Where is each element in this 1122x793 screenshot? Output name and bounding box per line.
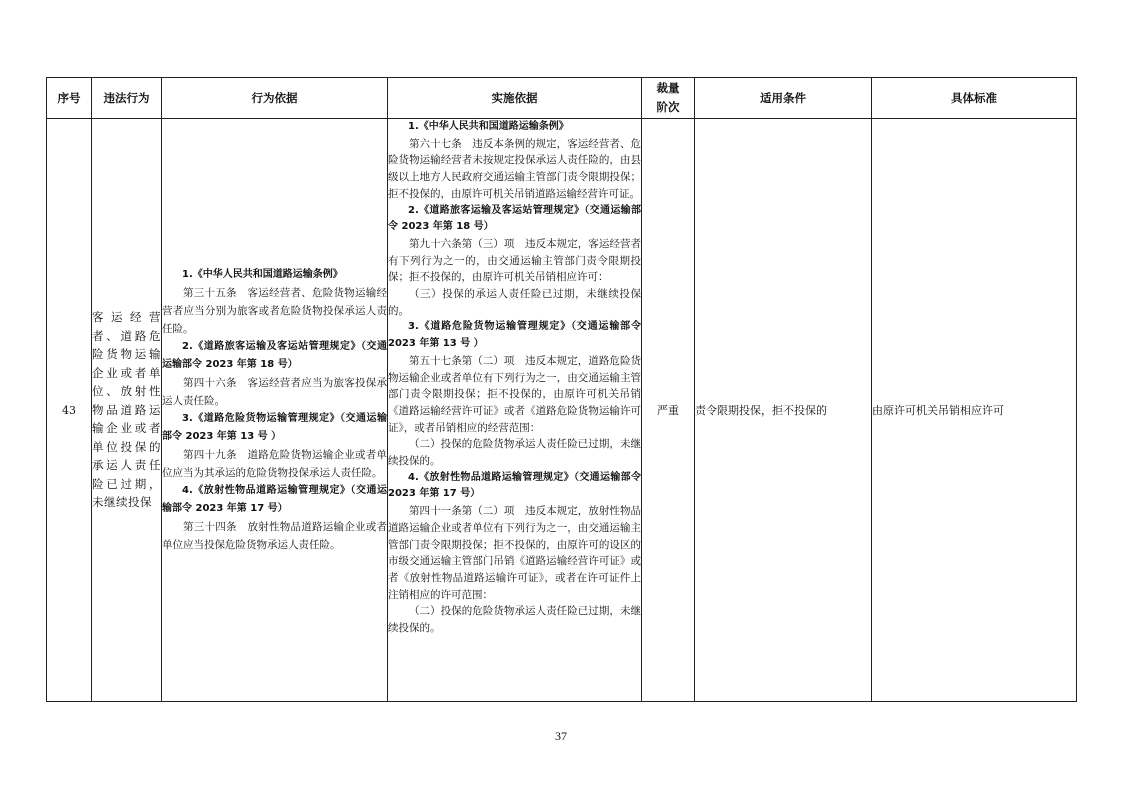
basis-article-1: 第三十五条 客运经营者、危险货物运输经营者应当分别为旅客或者危险货物投保承运人责任险。 xyxy=(162,287,387,335)
impl-article-2: 第九十六条第（三）项 违反本规定，客运经营者有下列行为之一的，由交通运输主管部门责令限期投保；拒不投保的，由原许可机关吊销相应许可： xyxy=(388,237,641,284)
header-level xyxy=(642,78,695,119)
cell-standard: 由原许可机关吊销相应许可 xyxy=(872,119,1077,702)
basis-article-3: 第四十九条 道路危险货物运输企业或者单位应当为其承运的危险货物投保承运人责任险。 xyxy=(162,449,387,479)
basis-article-2: 第四十六条 客运经营者应当为旅客投保承运人责任险。 xyxy=(162,377,387,407)
header-implementation: 实施依据 xyxy=(388,78,642,119)
cell-seq: 43 xyxy=(47,119,92,702)
basis-heading-3: 3.《道路危险货物运输管理规定》（交通运输部令 2023 年第 13 号 ） xyxy=(162,413,387,442)
cell-implementation xyxy=(388,119,642,702)
impl-item-4: （二）投保的危险货物承运人责任险已过期，未继续投保的。 xyxy=(388,605,641,635)
page-number: 37 xyxy=(555,729,567,743)
cell-condition: 责令限期投保，拒不投保的 xyxy=(695,119,872,702)
cell-violation: 客运经营者、道路危险货物运输企业或者单位、放射性物品道路运输企业或者单位投保的承运人责任险已过期，未继续投保 xyxy=(92,119,162,702)
impl-heading-3: 3.《道路危险货物运输管理规定》（交通运输部令 2023 年第 13 号 ） xyxy=(388,321,641,350)
cell-basis xyxy=(162,119,388,702)
basis-article-4: 第三十四条 放射性物品道路运输企业或者单位应当投保危险货物承运人责任险。 xyxy=(162,521,387,551)
header-level-text: 裁量阶次 xyxy=(656,81,680,114)
impl-article-3: 第五十七条第（二）项 违反本规定，道路危险货物运输企业或者单位有下列行为之一，由交通运输主管部门责令限期投保；拒不投保的，由原许可机关吊销《道路运输经营许可证》或者《道路危险货物运输许可证》，或者吊销相应的经营范围： xyxy=(388,354,641,434)
impl-heading-4: 4.《放射性物品道路运输管理规定》（交通运输部令 2023 年第 17 号） xyxy=(388,471,641,500)
impl-item-2: （三）投保的承运人责任险已过期，未继续投保的。 xyxy=(388,288,641,317)
cell-level: 严重 xyxy=(642,119,695,702)
header-seq: 序号 xyxy=(47,78,92,119)
impl-article-1: 第六十七条 违反本条例的规定，客运经营者、危险货物运输经营者未按规定投保承运人责任险的，由县级以上地方人民政府交通运输主管部门责令限期投保；拒不投保的，由原许可机关吊销道路运输经营许可证。 xyxy=(388,137,641,200)
header-basis: 行为依据 xyxy=(162,78,388,119)
basis-heading-1: 1.《中华人民共和国道路运输条例》 xyxy=(182,269,343,280)
header-standard: 具体标准 xyxy=(872,78,1077,119)
basis-heading-2: 2.《道路旅客运输及客运站管理规定》（交通运输部令 2023 年第 18 号） xyxy=(162,341,387,370)
header-row xyxy=(47,78,1077,119)
header-condition: 适用条件 xyxy=(695,78,872,119)
impl-heading-2: 2.《道路旅客运输及客运站管理规定》（交通运输部令 2023 年第 18 号） xyxy=(388,204,641,233)
discretion-table xyxy=(46,77,1077,702)
basis-heading-4: 4.《放射性物品道路运输管理规定》（交通运输部令 2023 年第 17 号） xyxy=(162,485,387,514)
impl-article-4: 第四十一条第（二）项 违反本规定，放射性物品道路运输企业或者单位有下列行为之一，由交通运输主管部门责令限期投保；拒不投保的，由原许可的设区的市级交通运输主管部门吊销《道路运输经营许可证》或者《放射性物品道路运输许可证》，或者在许可证件上注销相应的许可范围： xyxy=(388,505,641,601)
impl-heading-1: 1.《中华人民共和国道路运输条例》 xyxy=(408,121,569,132)
header-violation: 违法行为 xyxy=(92,78,162,119)
impl-item-3: （二）投保的危险货物承运人责任险已过期，未继续投保的。 xyxy=(388,438,641,468)
table-row xyxy=(47,119,1077,702)
